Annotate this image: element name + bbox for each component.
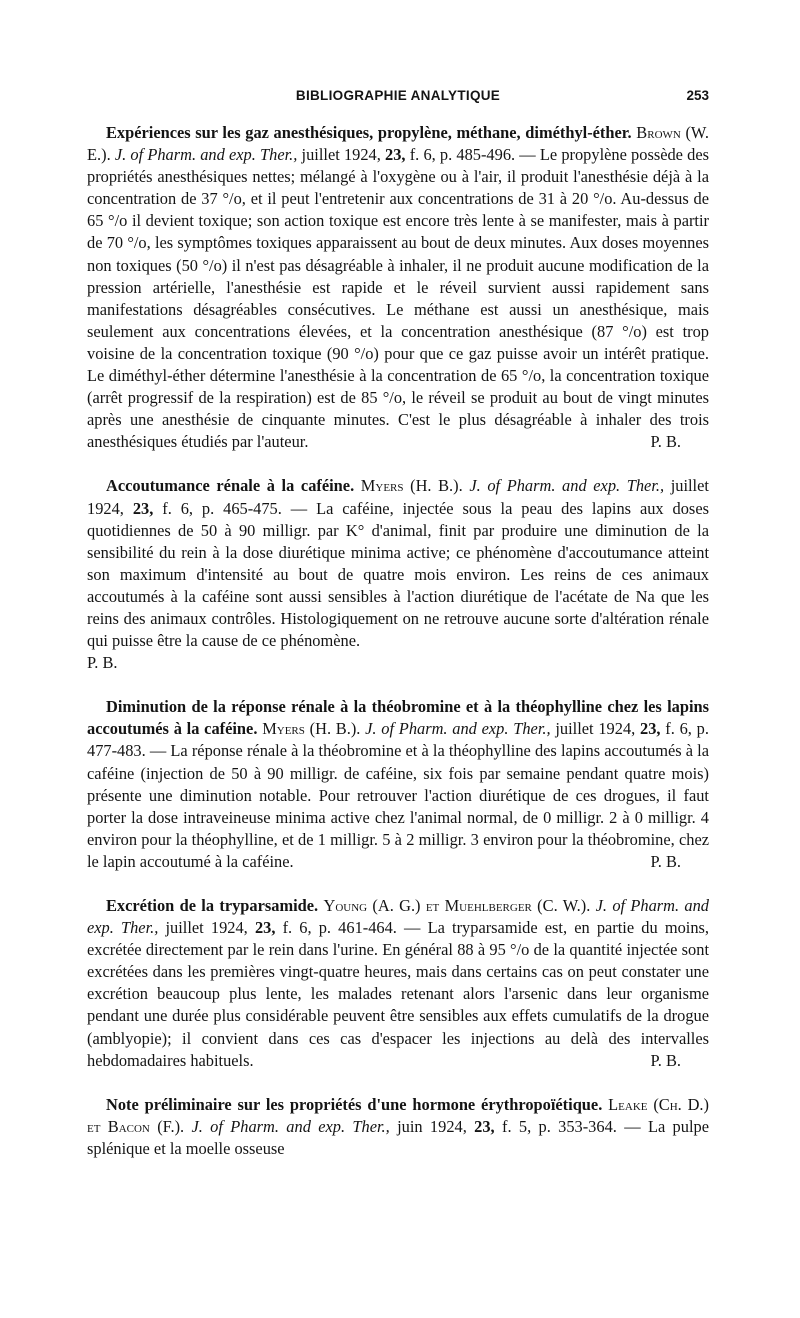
abstract-paragraph — [87, 696, 709, 873]
abstract-author: Myers (H. B.). — [262, 719, 361, 739]
abstract-journal: J. of Pharm. and exp. Ther., — [469, 476, 665, 496]
abstract-date: juillet 1924, — [301, 145, 381, 165]
abstract-signature: P. B. — [650, 1050, 681, 1070]
abstract-volume: 23, — [254, 918, 276, 938]
abstract-title: Note préliminaire sur les propriétés d'une hormone érythropoïétique. — [106, 1094, 603, 1114]
abstract-volume: 23, — [474, 1116, 495, 1136]
abstract-journal: J. of Pharm. and exp. Ther., — [365, 719, 551, 739]
abstract-entry — [87, 1094, 709, 1160]
running-title: BIBLIOGRAPHIE ANALYTIQUE — [295, 88, 501, 103]
abstract-date: juin 1924, — [397, 1116, 467, 1136]
abstract-title: Accoutumance rénale à la caféine. — [106, 476, 355, 496]
abstract-citation: f. 6, p. 461-464. — — [282, 918, 421, 938]
abstract-body: La tryparsamide est, en partie du moins, excrétée directement par le rein dans l'urine. En général 88 à 95 °/o de la quantité injectée sont excrétées dans les premières vingt-quatre heures, mais dans certains cas on peut constater une excrétion beaucoup plus lente, les malades retenant alors l'arsenic dans leur organisme pendant une durée plus considérable peuvent être sensibles aux effets cumulatifs de la drogue (amblyopie); il convient dans ces cas d'espacer les injections au delà des intervalles hebdomadaires habituels. — [87, 918, 709, 1070]
abstract-paragraph — [87, 895, 709, 1072]
abstract-body: La caféine, injectée sous la peau des lapins aux doses quotidiennes de 50 à 90 milligr. par K° d'animal, finit par produire une diminution de la sensibilité du rein à la dose diurétique minima active; ce phénomène d'accoutumance atteint son maximum d'intensité au bout de quatre mois environ. Les reins de ces animaux accoutumés à la caféine sont aussi sensibles à l'action diurétique de l'acétate de Na que les reins des animaux contrôles. Histologiquement on ne retrouve aucune sorte d'altération rénale qui puisse être la cause de ce phénomène. — [87, 498, 709, 651]
abstract-body: La pulpe splénique et la moelle osseuse — [87, 1116, 709, 1158]
abstract-entry — [87, 122, 709, 453]
abstract-citation: f. 5, p. 353-364. — — [502, 1116, 641, 1136]
abstract-entry — [87, 895, 709, 1072]
abstract-citation: f. 6, p. 477-483. — — [87, 719, 709, 761]
abstract-journal: J. of Pharm. and exp. Ther., — [114, 145, 298, 165]
abstract-date: juillet 1924, — [87, 476, 709, 518]
abstract-author: Leake (Ch. D.) et Bacon (F.). — [87, 1094, 709, 1136]
abstract-volume: 23, — [385, 145, 406, 165]
abstract-title: Expériences sur les gaz anesthésiques, propylène, méthane, diméthyl-éther. — [106, 123, 632, 142]
abstract-entry — [87, 475, 709, 674]
abstract-date: juillet 1924, — [555, 719, 636, 739]
page-header — [87, 88, 709, 112]
abstract-paragraph — [87, 122, 709, 453]
abstract-body: Le propylène possède des propriétés anesthésiques nettes; mélangé à l'oxygène ou à l'air, il produit l'anesthésie déjà à la concentration de 37 °/o, et il peut l'entretenir aux concentrations de 31 à 20 °/o. Au-dessus de 65 °/o il devient toxique; son action toxique est encore très lente à se manifester, mais à partir de 70 °/o, les symptômes toxiques apparaissent au bout de deux minutes. Aux doses moyennes non toxiques (50 °/o) il n'est pas désagréable à inhaler, il ne produit aucune modification de la pression artérielle, l'anesthésie est rapide et le réveil survient aussi rapidement sans manifestations désagréables consécutives. Le méthane est aussi un anesthésique, mais seulement aux concentrations élevées, et la concentration anesthésique (87 °/o) est trop voisine de la concentration toxique (90 °/o) pour que ce gaz puisse avoir un intérêt pratique. Le diméthyl-éther détermine l'anesthésie à la concentration de 65 °/o, la concentration toxique (arrêt progressif de la respiration) est de 85 °/o, le réveil se produit au bout de vingt minutes après une anesthésie de cinquante minutes. C'est le plus désagréable à inhaler des trois anesthésiques étudiés par l'auteur. — [87, 145, 709, 452]
abstract-date: juillet 1924, — [165, 918, 248, 938]
page-number: 253 — [686, 88, 709, 103]
abstract-entry — [87, 696, 709, 873]
abstract-paragraph — [87, 1094, 709, 1160]
abstract-paragraph — [87, 475, 709, 652]
abstract-journal: J. of Pharm. and exp. Ther., — [191, 1116, 390, 1136]
abstract-author: Young (A. G.) et Muehlberger (C. W.). — [323, 896, 591, 915]
abstract-volume: 23, — [132, 498, 154, 518]
page-content — [87, 122, 709, 1182]
abstract-signature: P. B. — [650, 851, 681, 871]
abstract-author: Brown (W. E.). — [87, 123, 709, 165]
abstract-body: La réponse rénale à la théobromine et à la théophylline des lapins accoutumés à la caféine (injection de 50 à 90 milligr. de caféine, six fois par semaine pendant quatre mois) présente une diminution notable. Pour retrouver l'action diurétique de ces drogues, il faut porter la dose intraveineuse minima active chez l'animal normal, de 0 milligr. 2 à 0 milligr. 4 environ pour la théophylline, et de 1 milligr. 5 à 2 milligr. 3 environ pour la théobromine, chez le lapin accoutumé à la caféine. — [87, 741, 709, 871]
abstract-journal: J. of Pharm. and exp. Ther., — [87, 896, 710, 938]
abstract-title: Excrétion de la tryparsamide. — [106, 896, 319, 915]
abstract-signature: P. B. — [650, 432, 681, 452]
abstract-author: Myers (H. B.). — [360, 476, 463, 496]
abstract-title: Diminution de la réponse rénale à la théobromine et à la théophylline chez les lapins accoutumés à la caféine. — [87, 697, 709, 739]
abstract-signature: P. B. — [87, 653, 118, 673]
abstract-volume: 23, — [640, 719, 661, 739]
abstract-citation: f. 6, p. 485-496. — — [409, 145, 536, 165]
abstract-citation: f. 6, p. 465-475. — — [162, 498, 308, 518]
